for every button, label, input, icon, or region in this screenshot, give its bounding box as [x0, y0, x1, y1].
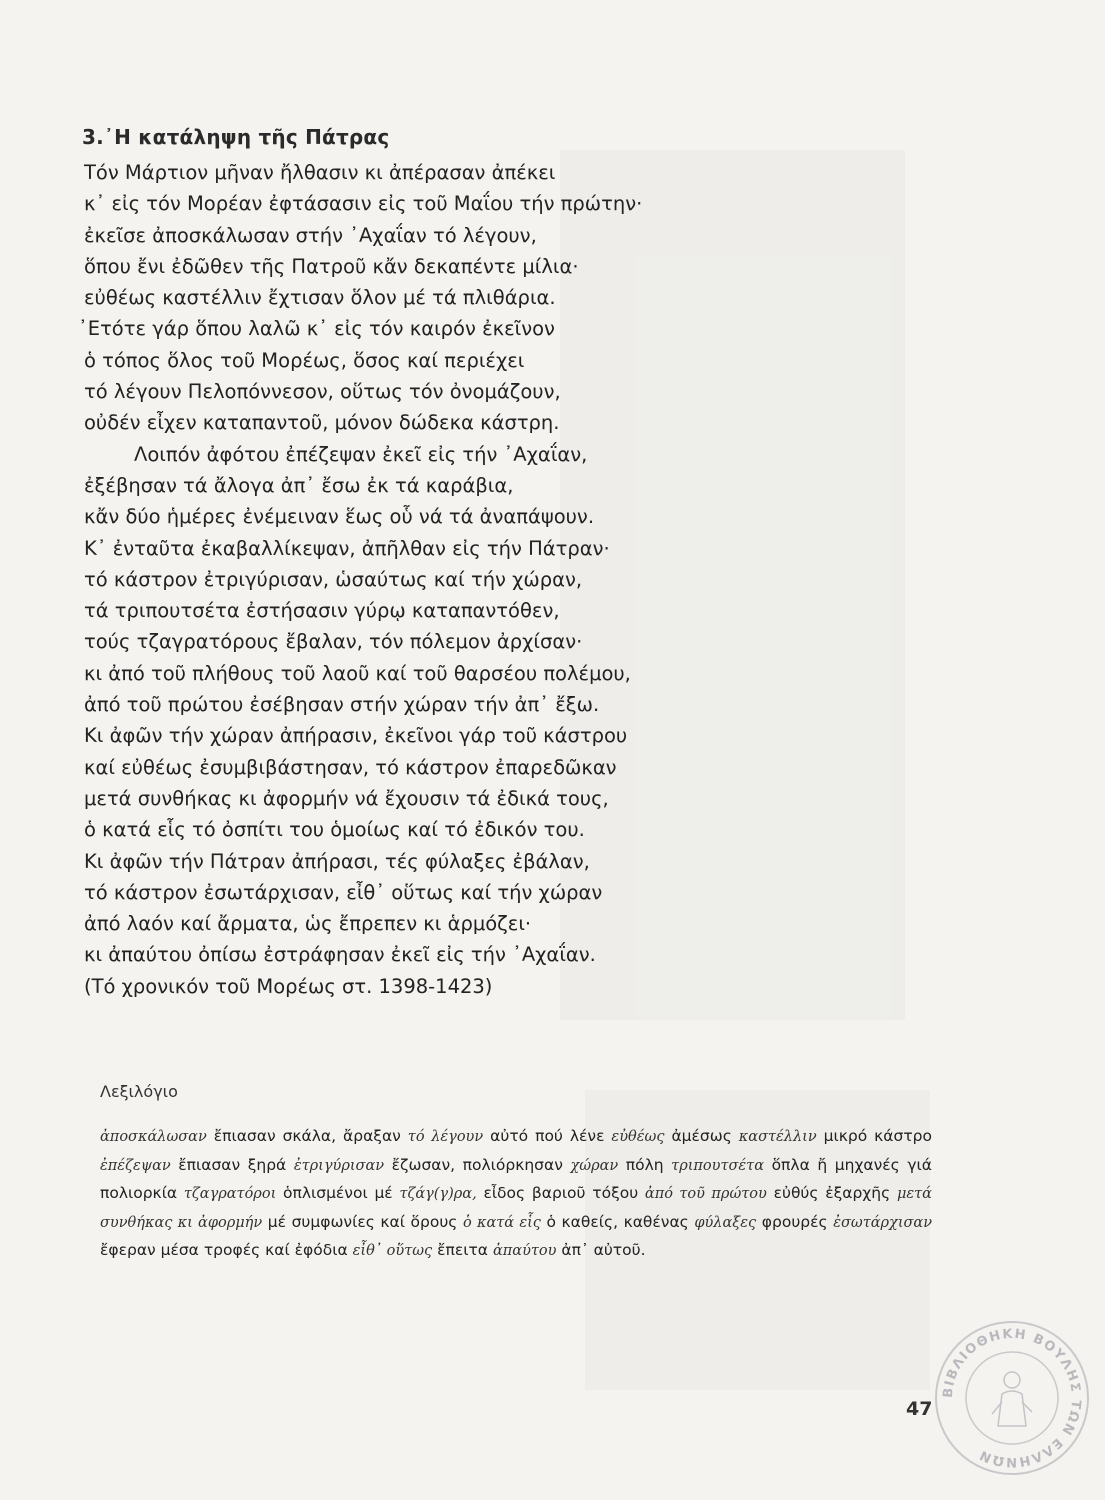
poem-line: ὁ τόπος ὅλος τοῦ Μορέως, ὅσος καί περιέχει — [84, 348, 525, 372]
glossary-term: ἀποσκάλωσαν — [100, 1129, 207, 1145]
glossary-definition: ὁπλισμένοι μέ — [283, 1184, 393, 1202]
glossary-definition: ἀπ᾽ αὐτοῦ. — [561, 1241, 646, 1259]
glossary-term: καστέλλιν — [738, 1129, 817, 1145]
glossary-term: ἐσωτάρχισαν — [833, 1214, 933, 1231]
poem-line: ἀπό λαόν καί ἄρματα, ὡς ἔπρεπεν κι ἁρμόζει· — [84, 912, 532, 936]
poem-line: καί εὐθέως ἐσυμβιβάστησαν, τό κάστρον ἐπαρεδῶκαν — [84, 755, 617, 779]
poem-line: Κ᾽ ἐνταῦτα ἐκαβαλλίκεψαν, ἀπῆλθαν εἰς τήν Πάτραν· — [84, 536, 610, 560]
glossary-term: τριπουτσέτα — [671, 1157, 764, 1174]
stamp-inner-ring — [966, 1352, 1058, 1444]
stamp-figure-icon — [992, 1372, 1032, 1426]
poem-line: Λοιπόν ἀφότου ἐπέζεψαν ἐκεῖ εἰς τήν ᾽Αχαΐαν, — [134, 442, 588, 466]
poem-line: οὐδέν εἶχεν καταπαντοῦ, μόνον δώδεκα κάστρη. — [84, 411, 560, 435]
glossary-definition: φρουρές — [761, 1212, 828, 1231]
stamp-text — [941, 1327, 1083, 1469]
glossary-term: ἐτριγύρισαν — [293, 1157, 385, 1174]
poem-line: κἄν δύο ἡμέρες ἐνέμειναν ἕως οὗ νά τά ἀναπάψουν. — [84, 505, 595, 529]
glossary-definition: εἶδος βαριοῦ τόξου — [483, 1184, 639, 1202]
vocabulary-heading: Λεξιλόγιο — [100, 1082, 178, 1101]
poem-line: τό κάστρον ἐτριγύρισαν, ὡσαύτως καί τήν χώραν, — [84, 567, 583, 591]
poem-line: τό λέγουν Πελοπόννεσον, οὕτως τόν ὀνομάζουν, — [84, 380, 561, 404]
glossary-term: ἀπό τοῦ πρώτου — [644, 1186, 767, 1202]
glossary-term: εἶθ᾽ οὕτως — [352, 1243, 433, 1259]
poem-line: τό κάστρον ἐσωτάρχισαν, εἶθ᾽ οὕτως καί τήν χώραν — [84, 880, 603, 904]
glossary-term: εὐθέως — [611, 1129, 665, 1145]
stamp-outer-ring — [936, 1322, 1088, 1474]
glossary-definition: ἔπειτα — [437, 1241, 489, 1259]
poem-line: ἀπό τοῦ πρώτου ἐσέβησαν στήν χώραν τήν ἀπ᾽ ἔξω. — [84, 693, 600, 717]
glossary-definition: ὅπλα ἤ μηχανές γιά πολιορκία — [100, 1155, 932, 1202]
glossary-term: ἐπέζεψαν — [100, 1157, 171, 1174]
poem-line: εὐθέως καστέλλιν ἔχτισαν ὅλον μέ τά πλιθάρια. — [84, 286, 556, 310]
glossary-definition: μικρό κάστρο — [823, 1127, 932, 1145]
poem-line: Τόν Μάρτιον μῆναν ἤλθασιν κι ἀπέρασαν ἀπέκει — [84, 161, 556, 184]
poem-line: κι ἀπαύτου ὀπίσω ἐστράφησαν ἐκεῖ εἰς τήν ᾽Αχαΐαν. — [84, 943, 596, 967]
glossary-term: τζάγ(γ)ρα, — [399, 1186, 477, 1202]
poem-line: ἐκεῖσε ἀποσκάλωσαν στήν ᾽Αχαΐαν τό λέγουν, — [84, 223, 537, 247]
section-title: 3.᾽Η κατάληψη τῆς Πάτρας — [82, 125, 390, 149]
glossary-definition: πόλη — [625, 1155, 664, 1174]
poem-line: ἐξέβησαν τά ἄλογα ἀπ᾽ ἔσω ἐκ τά καράβια, — [84, 473, 514, 497]
glossary-definition: ἔφεραν μέσα τροφές καί ἐφόδια — [100, 1241, 348, 1259]
poem-line: τά τριπουτσέτα ἐστήσασιν γύρῳ καταπαντόθεν, — [84, 599, 560, 623]
poem-line: κ᾽ εἰς τόν Μορέαν ἐφτάσασιν εἰς τοῦ Μαΐου τήν πρώτην· — [84, 192, 643, 216]
glossary-definition: ἔπιασαν σκάλα, ἄραξαν — [213, 1127, 401, 1145]
poem-line: Κι ἀφῶν τήν χώραν ἀπήρασιν, ἐκεῖνοι γάρ τοῦ κάστρου — [84, 724, 628, 748]
poem-line: ὅπου ἔνι ἐδῶθεν τῆς Πατροῦ κἄν δεκαπέντε μίλια· — [84, 254, 579, 278]
poem-line: κι ἀπό τοῦ πλήθους τοῦ λαοῦ καί τοῦ θαρσέου πολέμου, — [84, 661, 631, 685]
poem-line: ὁ κατά εἷς τό ὀσπίτι του ὁμοίως καί τό ἐδικόν του. — [84, 818, 585, 842]
glossary-definition: ἀμέσως — [671, 1127, 732, 1145]
glossary-term: φύλαξες — [694, 1214, 757, 1231]
stamp-text-path: ΒΙΒΛΙΟΘΗΚΗ ΒΟΥΛΗΣ ΤΩΝ ΕΛΛΗΝΩΝ — [940, 1326, 1084, 1470]
glossary-definition: μέ συμφωνίες καί ὅρους — [267, 1212, 458, 1231]
poem-line: τούς τζαγρατόρους ἔβαλαν, τόν πόλεμον ἀρχίσαν· — [84, 630, 583, 654]
glossary-term: χώραν — [570, 1157, 619, 1174]
glossary-text — [100, 1123, 932, 1266]
poem-text — [78, 157, 804, 1002]
glossary-term: μετά συνθήκας κι ἀφορμήν — [100, 1186, 932, 1231]
poem-line: ᾽Ετότε γάρ ὅπου λαλῶ κ᾽ εἰς τόν καιρόν ἐκεῖνον — [78, 317, 555, 341]
glossary-definition: αὐτό πού λένε — [490, 1127, 605, 1145]
poem-source: (Τό χρονικόν τοῦ Μορέως στ. 1398-1423) — [84, 974, 493, 998]
glossary-definition: ἔπιασαν ξηρά — [178, 1155, 287, 1174]
glossary-term: τό λέγουν — [407, 1129, 484, 1145]
glossary-definition: εὐθύς ἐξαρχῆς — [773, 1184, 891, 1202]
glossary-definition: ἔζωσαν, πολιόρκησαν — [391, 1155, 563, 1174]
library-stamp — [932, 1318, 1092, 1478]
poem-line: μετά συνθήκας κι ἀφορμήν νά ἔχουσιν τά ἐδικά τους, — [84, 786, 609, 810]
glossary-definition: ὁ καθείς, καθένας — [546, 1212, 689, 1231]
glossary-term: ἀπαύτου — [492, 1243, 557, 1259]
poem-line: Κι ἀφῶν τήν Πάτραν ἀπήρασι, τές φύλαξες ἐβάλαν, — [84, 849, 590, 873]
page-number: 47 — [906, 1398, 933, 1420]
glossary-term: ὁ κατά εἷς — [462, 1214, 541, 1231]
glossary-term: τζαγρατόροι — [183, 1186, 277, 1202]
